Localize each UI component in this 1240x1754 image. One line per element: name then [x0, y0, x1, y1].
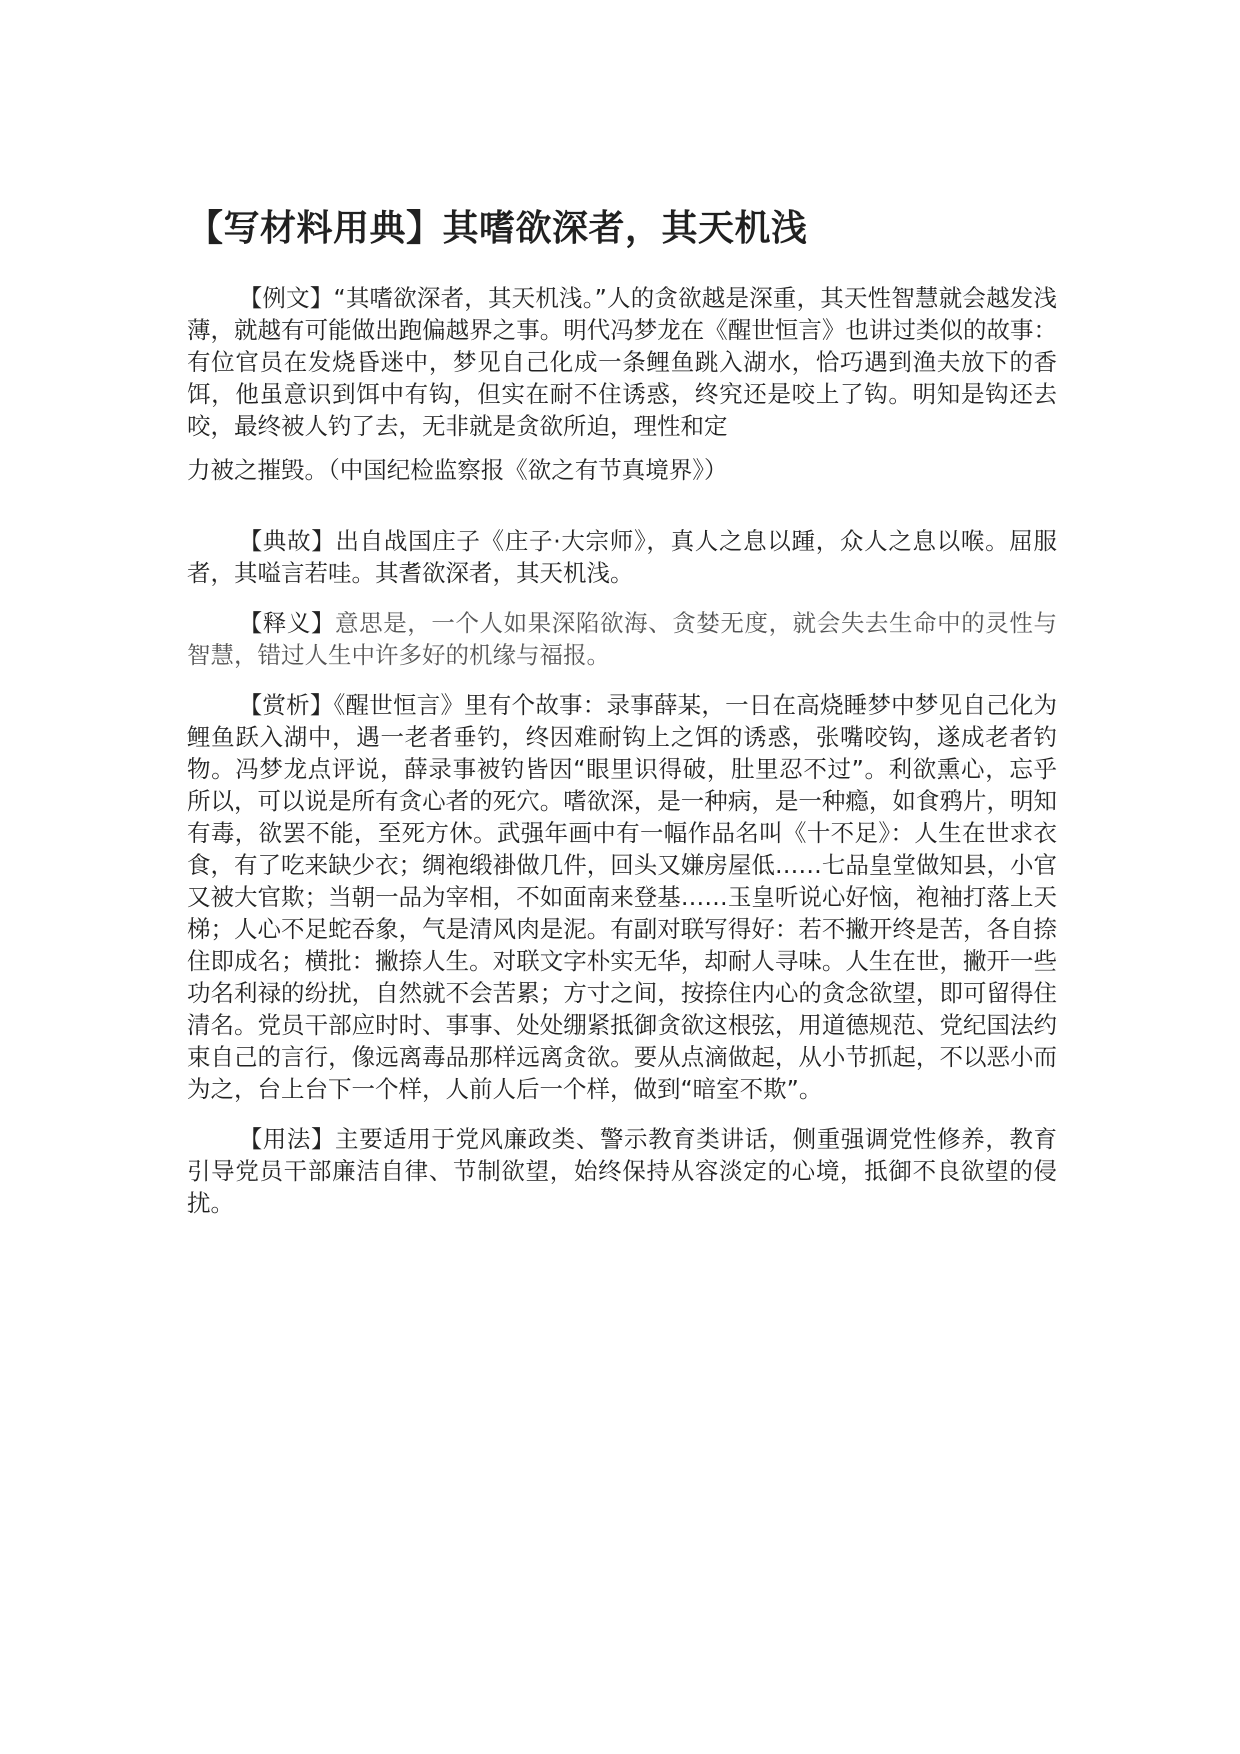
origin-paragraph: 【典故】出自战国庄子《庄子·大宗师》，真人之息以踵，众人之息以喉。屈服者，其嗌言若哇。其耆欲深者，其天机浅。: [187, 527, 1057, 587]
article: [187, 204, 1057, 1219]
meaning-text: 意思是，一个人如果深陷欲海、贪婪无度，就会失去生命中的灵性与智慧，错过人生中许多好的机缘与福报。: [187, 609, 1058, 669]
analysis-paragraph: 【赏析】《醒世恒言》里有个故事：录事薛某，一日在高烧睡梦中梦见自己化为鲤鱼跃入湖中，遇一老者垂钓，终因难耐钩上之饵的诱惑，张嘴咬钩，遂成老者钓物。冯梦龙点评说，薛录事被钓皆因“眼里识得破，肚里忍不过”。利欲熏心，忘乎所以，可以说是所有贪心者的死穴。嗜欲深，是一种病，是一种瘾，如食鸦片，明知有毒，欲罢不能，至死方休。武强年画中有一幅作品名叫《十不足》：人生在世求衣食，有了吃来缺少衣；绸袍缎褂做几件，回头又嫌房屋低……七品皇堂做知县，小官又被大官欺；当朝一品为宰相，不如面南来登基……玉皇听说心好恼，袍袖打落上天梯；人心不足蛇吞象，气是清风肉是泥。有副对联写得好：若不撇开终是苦，各自捺住即成名；横批：撇捺人生。对联文字朴实无华，却耐人寻味。人生在世，撇开一些功名利禄的纷扰，自然就不会苦累；方寸之间，按捺住内心的贪念欲望，即可留得住清名。党员干部应时时、事事、处处绷紧抵御贪欲这根弦，用道德规范、党纪国法约束自己的言行，像远离毒品那样远离贪欲。要从点滴做起，从小节抓起，不以恶小而为之，台上台下一个样，人前人后一个样，做到“暗室不欺”。: [187, 691, 1057, 1103]
example-text: 【例文】“其嗜欲深者，其天机浅。”人的贪欲越是深重，其天性智慧就会越发浅薄，就越有可能做出跑偏越界之事。明代冯梦龙在《醒世恒言》也讲过类似的故事：有位官员在发烧昏迷中，梦见自己化成一条鲤鱼跳入湖水，恰巧遇到渔夫放下的香饵，他虽意识到饵中有钩，但实在耐不住诱惑，终究还是咬上了钩。明知是钩还去咬，最终被人钓了去，无非就是贪欲所迫，理性和定: [187, 284, 1057, 440]
example-paragraph: [187, 282, 1057, 486]
meaning-paragraph: [187, 607, 1057, 671]
meaning-tag: 【释义】: [238, 609, 336, 637]
example-source: 力被之摧毁。（中国纪检监察报《欲之有节真境界》）: [187, 456, 728, 484]
article-title: 【写材料用典】其嗜欲深者，其天机浅: [187, 208, 808, 249]
usage-paragraph: 【用法】主要适用于党风廉政类、警示教育类讲话，侧重强调党性修养，教育引导党员干部廉洁自律、节制欲望，始终保持从容淡定的心境，抵御不良欲望的侵扰。: [187, 1125, 1057, 1217]
